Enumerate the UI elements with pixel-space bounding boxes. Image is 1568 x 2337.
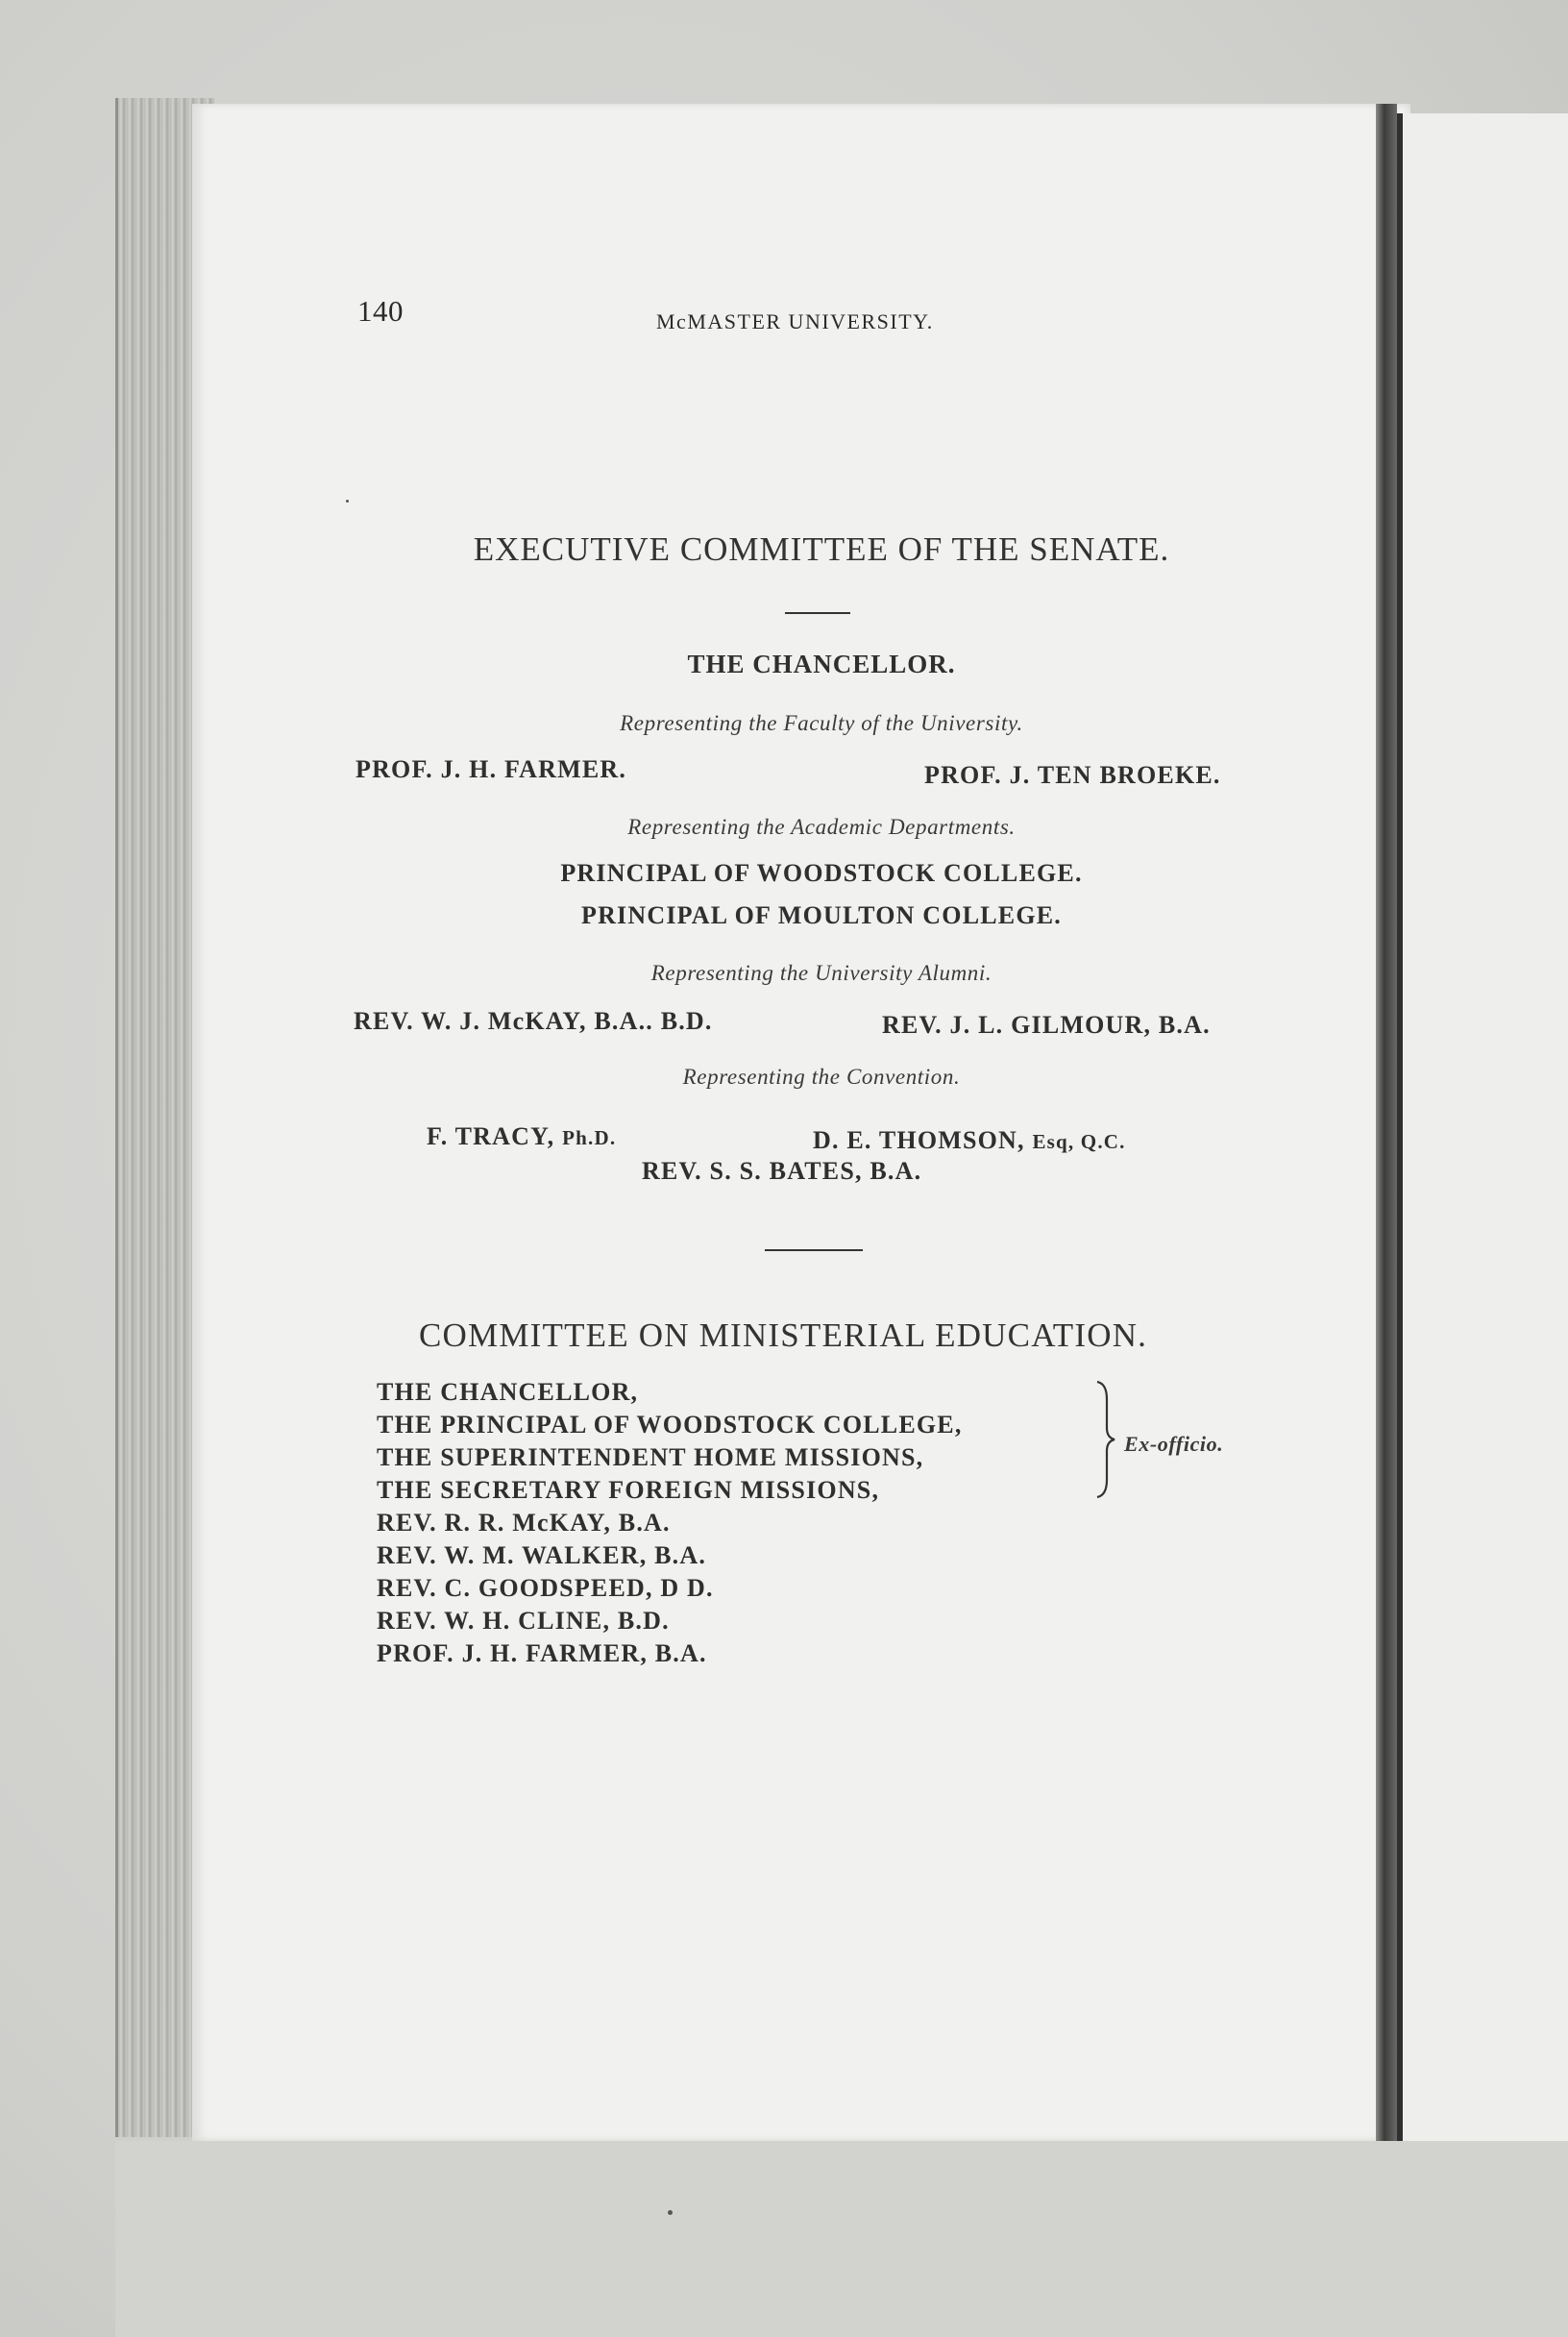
ministerial-member: REV. W. M. WALKER, B.A.: [377, 1541, 707, 1569]
academic-member-1: PRINCIPAL OF WOODSTOCK COLLEGE.: [560, 859, 1083, 887]
dust-speck: [668, 2210, 673, 2215]
ministerial-member: THE CHANCELLOR,: [377, 1378, 639, 1406]
ministerial-committee-title: COMMITTEE ON MINISTERIAL EDUCATION.: [419, 1316, 1148, 1354]
ex-officio-label: Ex-officio.: [1124, 1432, 1224, 1456]
alumni-member-left: REV. W. J. McKAY, B.A.. B.D.: [354, 1007, 713, 1035]
academic-label: Representing the Academic Departments.: [627, 815, 1016, 839]
running-title: McMASTER UNIVERSITY.: [656, 309, 934, 333]
academic-member-2: PRINCIPAL OF MOULTON COLLEGE.: [581, 901, 1062, 929]
executive-committee-title: EXECUTIVE COMMITTEE OF THE SENATE.: [473, 530, 1170, 568]
convention-member-bottom: REV. S. S. BATES, B.A.: [642, 1157, 922, 1185]
alumni-label: Representing the University Alumni.: [650, 961, 992, 985]
convention-left-name: F. TRACY,: [427, 1122, 563, 1150]
facing-page: [1397, 113, 1568, 2143]
ministerial-member: THE SECRETARY FOREIGN MISSIONS,: [377, 1476, 880, 1504]
scan-bottom-margin: [115, 2141, 1568, 2337]
convention-right-degree: Esq, Q.C.: [1032, 1130, 1126, 1153]
convention-member-left: [427, 1122, 616, 1151]
chancellor-heading: THE CHANCELLOR.: [687, 650, 956, 678]
faculty-label: Representing the Faculty of the University.: [620, 711, 1023, 735]
faculty-member-left: PROF. J. H. FARMER.: [355, 755, 627, 783]
convention-label: Representing the Convention.: [682, 1065, 961, 1089]
section-rule: [785, 612, 850, 614]
book-page: [192, 104, 1410, 2141]
ministerial-member: REV. W. H. CLINE, B.D.: [377, 1607, 670, 1635]
book-gutter: [1376, 104, 1397, 2160]
ex-officio-brace: [1095, 1380, 1116, 1499]
convention-right-name: D. E. THOMSON,: [813, 1126, 1033, 1154]
ministerial-member: THE SUPERINTENDENT HOME MISSIONS,: [377, 1443, 924, 1471]
convention-member-right: [813, 1126, 1126, 1155]
ministerial-member: REV. C. GOODSPEED, D D.: [377, 1574, 714, 1602]
section-divider: [765, 1249, 863, 1251]
dust-speck: [346, 500, 349, 503]
alumni-member-right: REV. J. L. GILMOUR, B.A.: [882, 1011, 1211, 1039]
ministerial-member: REV. R. R. McKAY, B.A.: [377, 1509, 671, 1537]
page-number: 140: [357, 294, 404, 328]
convention-left-degree: Ph.D.: [562, 1126, 617, 1149]
ministerial-member: THE PRINCIPAL OF WOODSTOCK COLLEGE,: [377, 1411, 963, 1439]
faculty-member-right: PROF. J. TEN BROEKE.: [924, 761, 1221, 789]
ministerial-member: PROF. J. H. FARMER, B.A.: [377, 1639, 707, 1667]
